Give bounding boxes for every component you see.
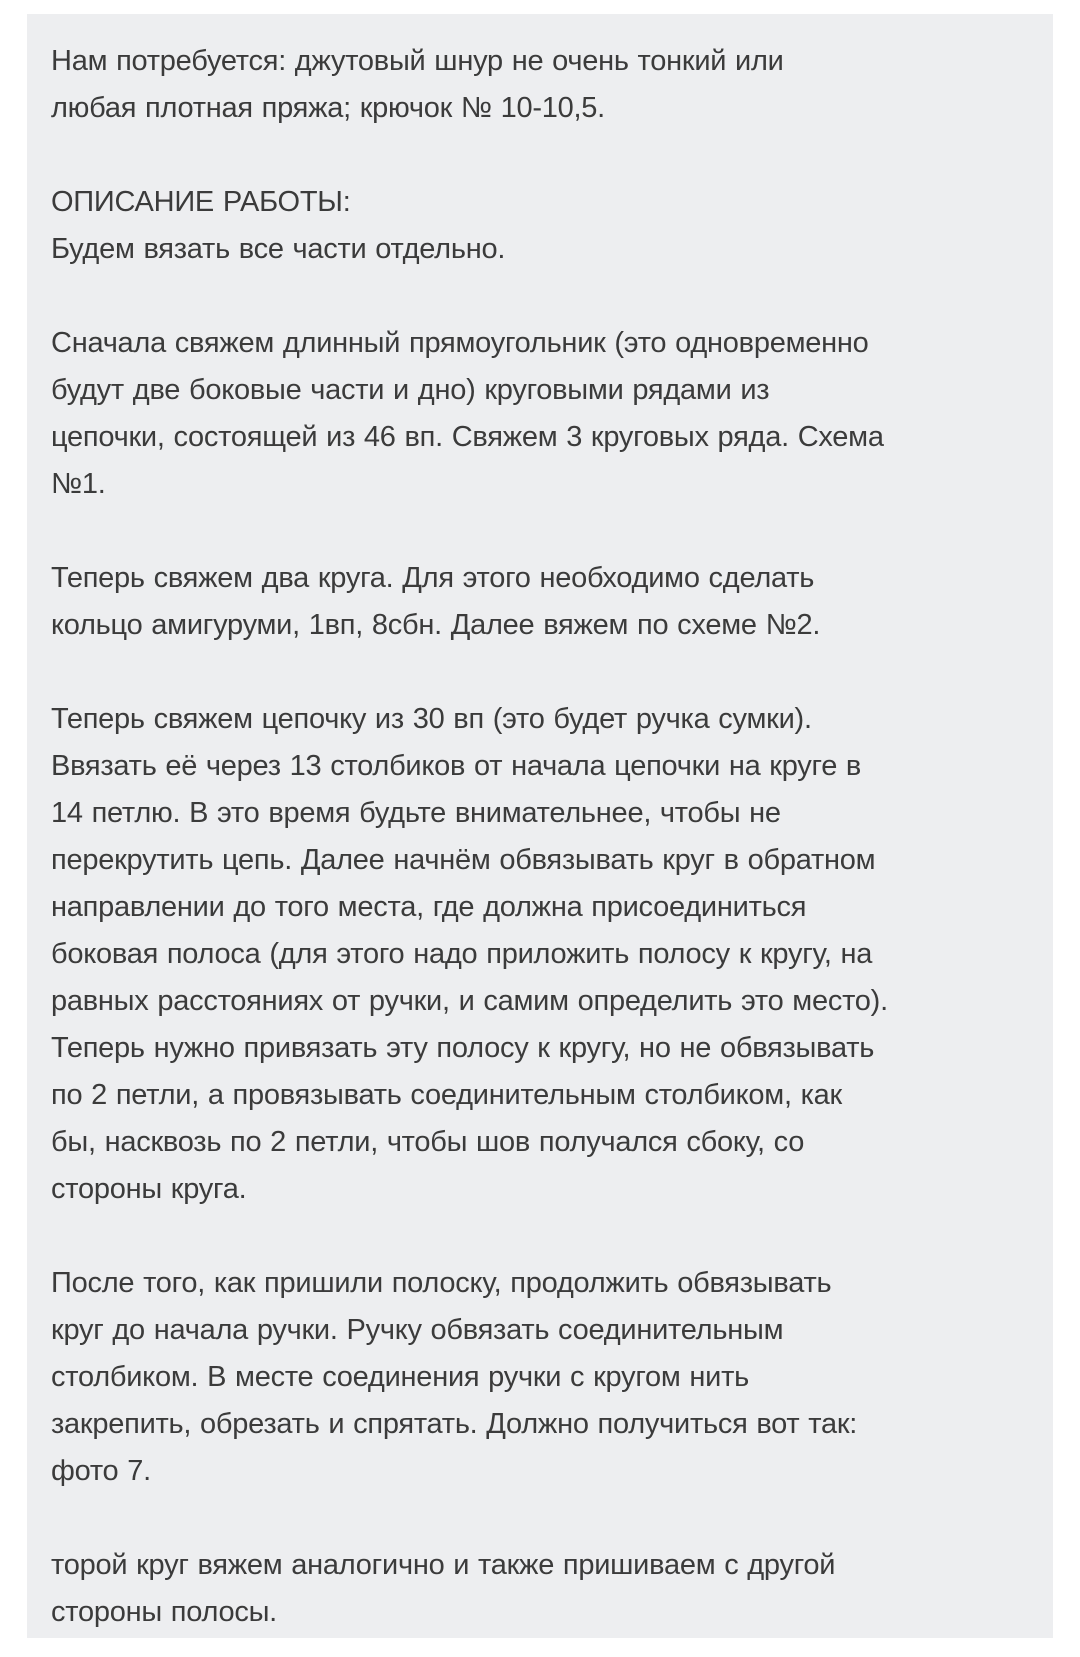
text-line: любая плотная пряжа; крючок № 10-10,5. (51, 92, 605, 124)
text-line: стороны полосы. (51, 1596, 277, 1628)
text-line: Сначала свяжем длинный прямоугольник (это одновременно (51, 327, 869, 359)
text-line: После того, как пришили полоску, продолжить обвязывать (51, 1267, 832, 1299)
work-description-heading-paragraph (51, 179, 1023, 273)
text-line: Теперь свяжем цепочку из 30 вп (это будет ручка сумки). (51, 703, 812, 735)
text-line: направлении до того места, где должна присоединиться (51, 891, 807, 923)
text-line: Нам потребуется: джутовый шнур не очень тонкий или (51, 45, 784, 77)
text-line: перекрутить цепь. Далее начнём обвязывать круг в обратном (51, 844, 876, 876)
materials-paragraph (51, 38, 1023, 132)
text-line: равных расстояниях от ручки, и самим определить это место). (51, 985, 888, 1017)
text-line: Будем вязать все части отдельно. (51, 233, 506, 265)
section-heading: ОПИСАНИЕ РАБОТЫ: (51, 186, 351, 218)
text-line: Теперь свяжем два круга. Для этого необходимо сделать (51, 562, 815, 594)
text-line: Ввязать её через 13 столбиков от начала цепочки на круге в (51, 750, 862, 782)
text-line: фото 7. (51, 1455, 151, 1487)
finishing-paragraph (51, 1260, 1023, 1495)
text-line: боковая полоса (для этого надо приложить полосу к кругу, на (51, 938, 873, 970)
rectangle-paragraph (51, 320, 1023, 508)
second-circle-paragraph (51, 1542, 1023, 1636)
text-line: столбиком. В месте соединения ручки с кругом нить (51, 1361, 749, 1393)
circles-paragraph (51, 555, 1023, 649)
text-line: бы, насквозь по 2 петли, чтобы шов получался сбоку, со (51, 1126, 805, 1158)
paragraph-gap (51, 1213, 1023, 1260)
text-line: цепочки, состоящей из 46 вп. Свяжем 3 круговых ряда. Схема (51, 421, 884, 453)
text-line: будут две боковые части и дно) круговыми рядами из (51, 374, 770, 406)
post-card (27, 14, 1053, 1638)
text-line: 14 петлю. В это время будьте внимательнее, чтобы не (51, 797, 781, 829)
paragraph-gap (51, 1495, 1023, 1542)
text-line: по 2 петли, а провязывать соединительным столбиком, как (51, 1079, 842, 1111)
paragraph-gap (51, 273, 1023, 320)
text-line: закрепить, обрезать и спрятать. Должно получиться вот так: (51, 1408, 858, 1440)
text-line: Теперь нужно привязать эту полосу к кругу, но не обвязывать (51, 1032, 875, 1064)
text-line: кольцо амигуруми, 1вп, 8сбн. Далее вяжем по схеме №2. (51, 609, 821, 641)
paragraph-gap (51, 132, 1023, 179)
text-line: круг до начала ручки. Ручку обвязать соединительным (51, 1314, 784, 1346)
text-line: торой круг вяжем аналогично и также пришиваем с другой (51, 1549, 836, 1581)
text-line: стороны круга. (51, 1173, 247, 1205)
handle-paragraph (51, 696, 1023, 1213)
text-line: №1. (51, 468, 106, 500)
paragraph-gap (51, 508, 1023, 555)
paragraph-gap (51, 649, 1023, 696)
